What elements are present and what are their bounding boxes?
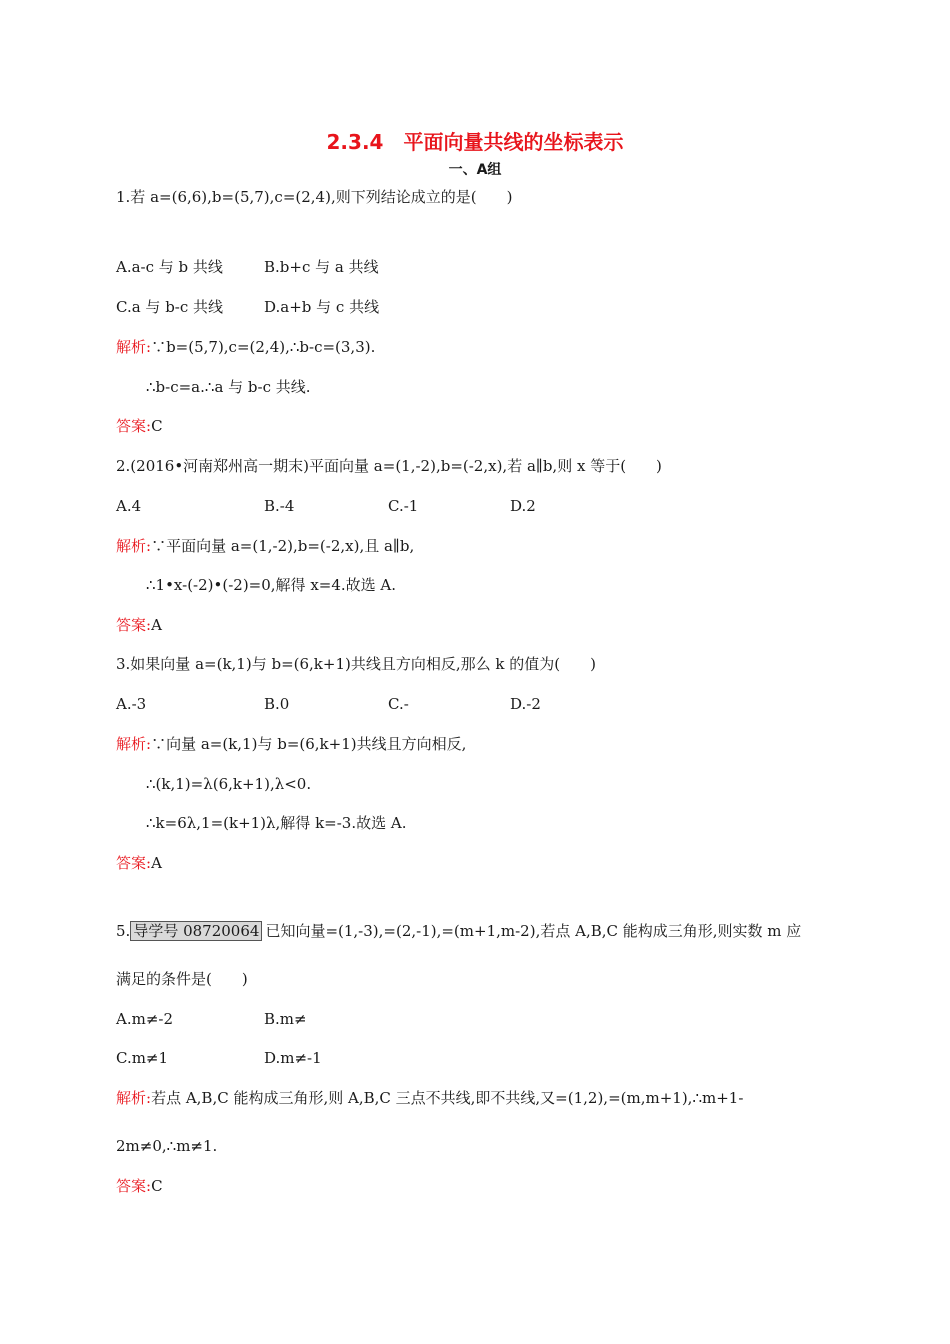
q5-option-c: C.m≠1 <box>116 1049 169 1067</box>
q5-option-b: B.m≠ <box>264 1010 307 1028</box>
q5-analysis <box>116 1088 743 1108</box>
q3-analysis-line3: ∴k=6λ,1=(k+1)λ,解得 k=-3.故选 A. <box>146 814 407 832</box>
q1-option-b: B.b+c 与 a 共线 <box>264 258 379 276</box>
q3-analysis <box>116 734 466 754</box>
q3-option-c: C.- <box>388 695 409 713</box>
q2-answer-label: 答案: <box>116 616 152 634</box>
q5-option-d: D.m≠-1 <box>264 1049 322 1067</box>
q3-option-b: B.0 <box>264 695 290 713</box>
q3-analysis-line1: ∵向量 a=(k,1)与 b=(6,k+1)共线且方向相反, <box>151 735 467 753</box>
q2-answer <box>116 615 162 635</box>
q2-answer-value: A <box>151 616 162 634</box>
q2-option-c: C.-1 <box>388 497 419 515</box>
q5-analysis-label: 解析: <box>116 1089 152 1107</box>
q3-answer-value: A <box>151 854 162 872</box>
q1-analysis-line2: ∴b-c=a.∴a 与 b-c 共线. <box>146 378 311 396</box>
q2-analysis <box>116 536 414 556</box>
q1-answer <box>116 416 163 436</box>
section-heading: 一、A组 <box>448 162 502 178</box>
q2-option-a: A.4 <box>116 497 142 515</box>
q5-reference-tag[interactable]: 导学号 08720064 <box>130 921 262 941</box>
q5-stem-line1 <box>116 921 801 941</box>
q1-analysis-line1: ∵b=(5,7),c=(2,4),∴b-c=(3,3). <box>151 338 376 356</box>
q3-option-a: A.-3 <box>116 695 147 713</box>
q5-answer-label: 答案: <box>116 1177 152 1195</box>
q2-analysis-label: 解析: <box>116 537 152 555</box>
q5-number: 5. <box>116 922 131 940</box>
q1-option-c: C.a 与 b-c 共线 <box>116 298 224 316</box>
q5-option-a: A.m≠-2 <box>116 1010 174 1028</box>
q1-option-d: D.a+b 与 c 共线 <box>264 298 380 316</box>
q2-analysis-line2: ∴1•x-(-2)•(-2)=0,解得 x=4.故选 A. <box>146 576 397 594</box>
q5-stem-line2: 满足的条件是( ) <box>116 970 248 988</box>
q1-option-a: A.a-c 与 b 共线 <box>116 258 223 276</box>
q2-analysis-line1: ∵平面向量 a=(1,-2),b=(-2,x),且 a∥b, <box>151 537 415 555</box>
q1-answer-label: 答案: <box>116 417 152 435</box>
q5-analysis-line2: 2m≠0,∴m≠1. <box>116 1137 218 1155</box>
q3-stem: 3.如果向量 a=(k,1)与 b=(6,k+1)共线且方向相反,那么 k 的值为( ) <box>116 655 596 673</box>
q5-stem-text: 已知向量=(1,-3),=(2,-1),=(m+1,m-2),若点 A,B,C 能构成三角形,则实数 m 应 <box>265 922 802 940</box>
page-title: 2.3.4 平面向量共线的坐标表示 <box>326 130 624 154</box>
q1-analysis-label: 解析: <box>116 338 152 356</box>
q2-option-b: B.-4 <box>264 497 295 515</box>
q5-answer <box>116 1176 163 1196</box>
q3-analysis-label: 解析: <box>116 735 152 753</box>
q2-stem: 2.(2016•河南郑州高一期末)平面向量 a=(1,-2),b=(-2,x),若 a∥b,则 x 等于( ) <box>116 457 662 475</box>
q1-analysis <box>116 337 375 357</box>
q1-answer-value: C <box>151 417 163 435</box>
q2-option-d: D.2 <box>510 497 536 515</box>
q5-answer-value: C <box>151 1177 163 1195</box>
q1-stem: 1.若 a=(6,6),b=(5,7),c=(2,4),则下列结论成立的是( ) <box>116 188 513 206</box>
q5-analysis-line1: 若点 A,B,C 能构成三角形,则 A,B,C 三点不共线,即不共线,又=(1,2),=(m,m+1),∴m+1- <box>151 1089 744 1107</box>
q3-option-d: D.-2 <box>510 695 541 713</box>
q3-answer-label: 答案: <box>116 854 152 872</box>
q3-analysis-line2: ∴(k,1)=λ(6,k+1),λ<0. <box>146 775 312 793</box>
q3-answer <box>116 853 162 873</box>
